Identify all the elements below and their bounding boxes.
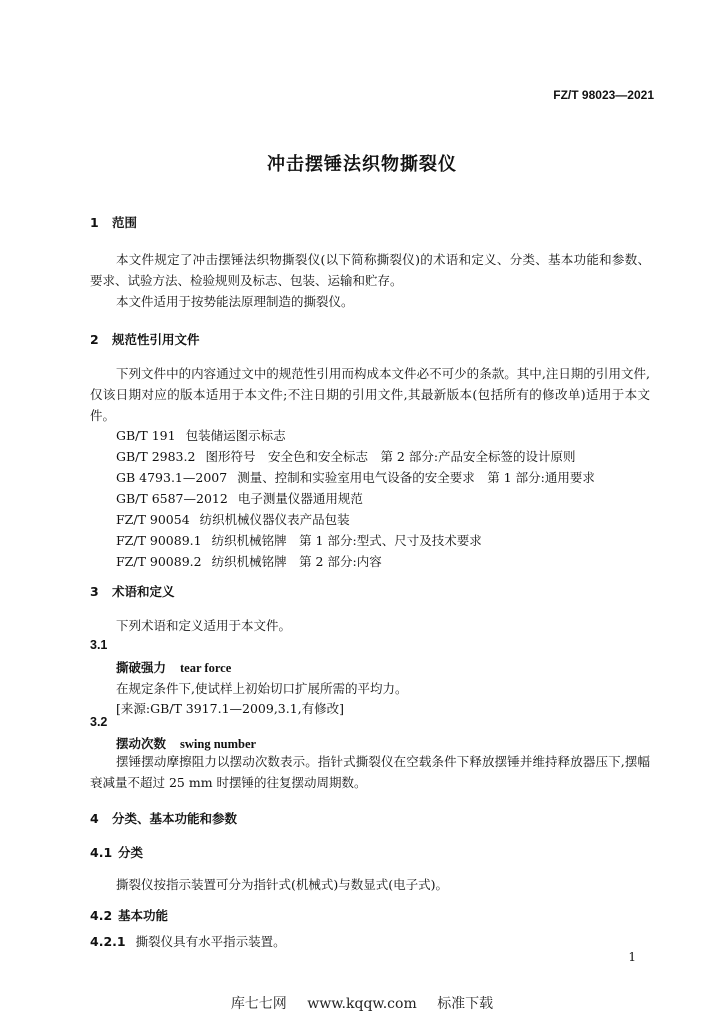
section-4-heading [90, 809, 237, 827]
term-entry [116, 734, 256, 752]
reference-code: FZ/T 90054 [116, 512, 190, 527]
section-number: 4 [90, 811, 99, 826]
reference-title: 测量、控制和实验室用电气设备的安全要求 第 1 部分:通用要求 [237, 470, 595, 485]
reference-title: 包装储运图示标志 [185, 428, 286, 443]
reference-code: FZ/T 90089.1 [116, 533, 202, 548]
section-1-paragraph-1: 本文件规定了冲击摆锤法织物撕裂仪(以下简称撕裂仪)的术语和定义、分类、基本功能和参数、要求、试验方法、检验规则及标志、包装、运输和贮存。 [90, 252, 650, 288]
term-source: [来源:GB/T 3917.1—2009,3.1,有修改] [116, 701, 345, 716]
subsection-number: 4.1 [90, 845, 113, 860]
section-number: 3 [90, 584, 99, 599]
section-1-paragraph-2: 本文件适用于按势能法原理制造的撕裂仪。 [116, 294, 354, 309]
reference-code: GB/T 191 [116, 428, 176, 443]
document-title: 冲击摆锤法织物撕裂仪 [267, 154, 457, 175]
reference-title: 纺织机械铭牌 第 1 部分:型式、尺寸及技术要求 [211, 533, 482, 548]
section-title: 规范性引用文件 [112, 332, 200, 347]
page-number: 1 [628, 950, 636, 964]
reference-item [116, 510, 350, 528]
term-number: 3.1 [90, 638, 108, 652]
section-title: 分类、基本功能和参数 [112, 811, 238, 826]
footer-site-name: 库七七网 [230, 996, 287, 1012]
clause-text: 撕裂仪具有水平指示装置。 [135, 934, 286, 949]
term-entry [116, 658, 231, 676]
reference-code: GB/T 6587—2012 [116, 491, 228, 506]
reference-code: FZ/T 90089.2 [116, 554, 202, 569]
reference-item [116, 531, 482, 549]
footer-watermark [0, 993, 724, 1013]
section-title: 范围 [112, 215, 138, 230]
subsection-4-1-heading [90, 843, 143, 861]
term-english: swing number [180, 737, 257, 751]
reference-title: 纺织机械仪器仪表产品包装 [199, 512, 350, 527]
section-3-heading [90, 582, 175, 600]
reference-item [116, 447, 576, 465]
section-title: 术语和定义 [112, 584, 175, 599]
reference-item [116, 426, 286, 444]
clause-number: 4.2.1 [90, 934, 126, 949]
subsection-4-1-paragraph: 撕裂仪按指示装置可分为指针式(机械式)与数显式(电子式)。 [116, 877, 449, 892]
term-chinese: 摆动次数 [116, 736, 167, 751]
section-2-heading [90, 330, 200, 348]
term-english: tear force [180, 661, 232, 675]
subsection-title: 基本功能 [118, 908, 169, 923]
section-3-intro: 下列术语和定义适用于本文件。 [116, 618, 292, 633]
reference-title: 图形符号 安全色和安全标志 第 2 部分:产品安全标签的设计原则 [205, 449, 576, 464]
term-definition: 在规定条件下,使试样上初始切口扩展所需的平均力。 [116, 681, 408, 696]
term-chinese: 撕破强力 [116, 660, 167, 675]
section-number: 2 [90, 332, 99, 347]
subsection-title: 分类 [118, 845, 144, 860]
reference-item [116, 489, 363, 507]
reference-item [116, 468, 595, 486]
footer-url[interactable]: www.kqqw.com [307, 996, 417, 1012]
section-1-heading [90, 213, 137, 231]
reference-code: GB/T 2983.2 [116, 449, 196, 464]
term-number: 3.2 [90, 715, 108, 729]
footer-tagline: 标准下载 [437, 996, 494, 1012]
reference-title: 电子测量仪器通用规范 [237, 491, 363, 506]
subsection-number: 4.2 [90, 908, 113, 923]
standard-number: FZ/T 98023—2021 [553, 88, 654, 102]
reference-item [116, 552, 382, 570]
term-definition: 摆锤摆动摩擦阻力以摆动次数表示。指针式撕裂仪在空载条件下释放摆锤并维持释放器压下,摆幅衰减量不超过 25 mm 时摆锤的往复摆动周期数。 [90, 754, 650, 790]
section-number: 1 [90, 215, 99, 230]
clause-4-2-1 [90, 932, 286, 950]
subsection-4-2-heading [90, 906, 168, 924]
reference-title: 纺织机械铭牌 第 2 部分:内容 [211, 554, 382, 569]
section-2-paragraph: 下列文件中的内容通过文中的规范性引用而构成本文件必不可少的条款。其中,注日期的引用文件,仅该日期对应的版本适用于本文件;不注日期的引用文件,其最新版本(包括所有的修改单)适用于本文件。 [90, 366, 650, 423]
reference-code: GB 4793.1—2007 [116, 470, 228, 485]
